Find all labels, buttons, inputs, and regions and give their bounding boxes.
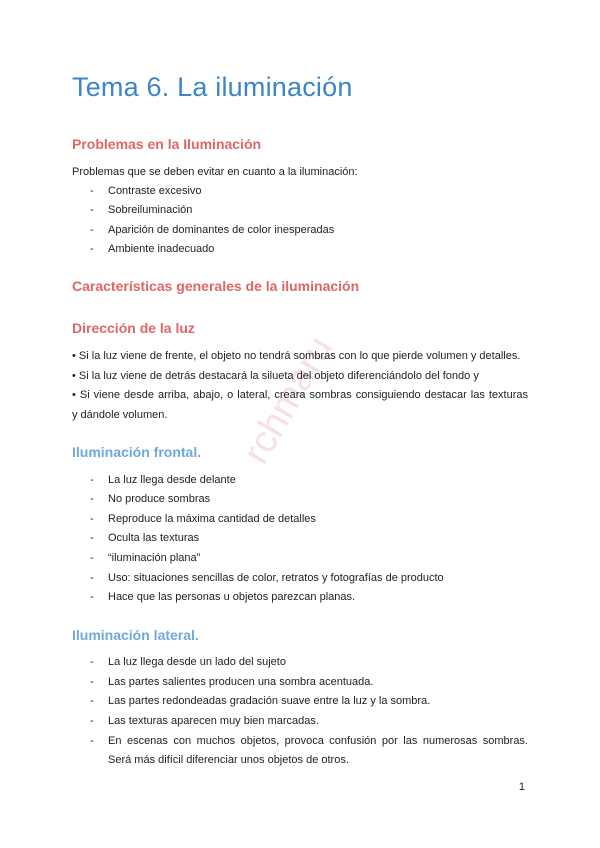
list-dash: - (90, 532, 94, 544)
list-item: Ambiente inadecuado (108, 243, 215, 255)
heading-lateral: Iluminación lateral. (72, 627, 199, 643)
list-dash: - (90, 715, 94, 727)
bullet-paragraph: • Si la luz viene de detrás destacará la silueta del objeto diferenciándolo del fondo y (72, 370, 479, 382)
heading-caracteristicas: Características generales de la iluminación (72, 278, 360, 294)
list-dash: - (90, 695, 94, 707)
list-dash: - (90, 224, 94, 236)
list-item: Las partes salientes producen una sombra acentuada. (108, 676, 374, 688)
list-item: La luz llega desde delante (108, 474, 236, 486)
bullet-paragraph: • Si viene desde arriba, abajo, o lateral, creara sombras consiguiendo destacar las texturas (72, 389, 528, 401)
heading-direccion: Dirección de la luz (72, 320, 195, 336)
list-item: Uso: situaciones sencillas de color, retratos y fotografías de producto (108, 572, 444, 584)
list-dash: - (90, 676, 94, 688)
list-dash: - (90, 474, 94, 486)
list-item: Oculta las texturas (108, 532, 200, 544)
list-item: No produce sombras (108, 493, 211, 505)
bullet-paragraph: • Si la luz viene de frente, el objeto no tendrá sombras con lo que pierde volumen y detalles. (72, 350, 521, 362)
bullet-paragraph: y dándole volumen. (72, 409, 168, 421)
list-dash: - (90, 185, 94, 197)
list-dash: - (90, 243, 94, 255)
list-item: En escenas con muchos objetos, provoca confusión por las numerosas sombras. (108, 735, 528, 747)
list-dash: - (90, 656, 94, 668)
heading-problemas: Problemas en la Iluminación (72, 136, 262, 152)
page-title: Tema 6. La iluminación (72, 72, 353, 102)
list-dash: - (90, 513, 94, 525)
list-dash: - (90, 572, 94, 584)
list-dash: - (90, 552, 94, 564)
list-dash: - (90, 591, 94, 603)
list-item: Las texturas aparecen muy bien marcadas. (108, 715, 319, 727)
heading-frontal: Iluminación frontal. (72, 444, 202, 460)
list-item: Reproduce la máxima cantidad de detalles (108, 513, 316, 525)
list-item-continuation: Será más difícil diferenciar unos objetos de otros. (108, 754, 349, 766)
list-item: Aparición de dominantes de color inesperadas (108, 224, 335, 236)
page-number: 1 (518, 781, 525, 793)
list-item: La luz llega desde un lado del sujeto (108, 656, 286, 668)
list-item: Las partes redondeadas gradación suave entre la luz y la sombra. (108, 695, 431, 707)
watermark: rchmaru (235, 329, 342, 471)
list-item: Sobreiluminación (108, 204, 193, 216)
list-dash: - (90, 204, 94, 216)
list-item: Contraste excesivo (108, 185, 202, 197)
list-dash: - (90, 493, 94, 505)
intro-paragraph: Problemas que se deben evitar en cuanto a la iluminación: (72, 166, 358, 178)
list-dash: - (90, 735, 94, 747)
list-item: “iluminación plana” (108, 552, 201, 564)
list-item: Hace que las personas u objetos parezcan planas. (108, 591, 356, 603)
